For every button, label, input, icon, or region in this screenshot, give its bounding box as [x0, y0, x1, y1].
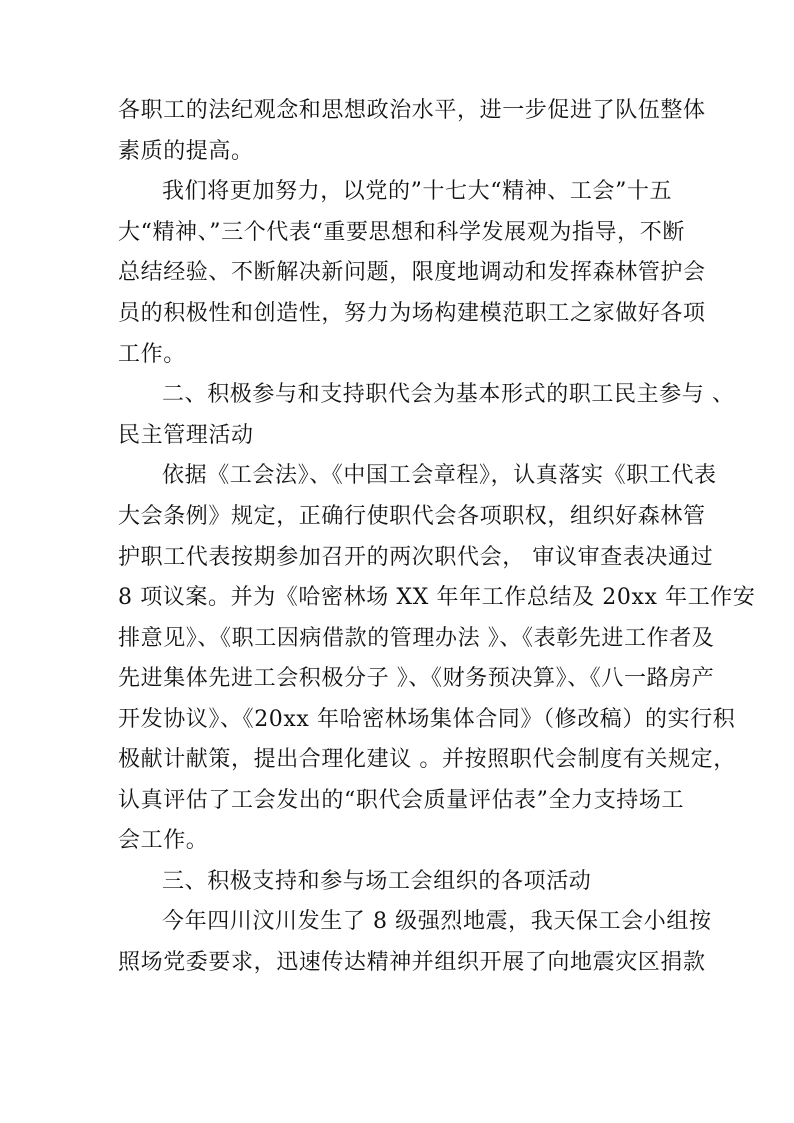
- text-line: 大“精神、”三个代表“重要思想和科学发展观为指导，不断: [118, 220, 685, 245]
- text-line: 员的积极性和创造性，努力为场构建模范职工之家做好各项: [118, 301, 706, 326]
- text-line: 排意见》、《职工因病借款的管理办法 》、《表彰先进工作者及: [118, 626, 715, 651]
- section-heading: 民主管理活动: [118, 423, 254, 448]
- text-line: 大会条例》规定，正确行使职代会各项职权，组织好森林管: [118, 504, 706, 529]
- section-heading: 二、积极参与和支持职代会为基本形式的职工民主参与 、: [162, 382, 735, 407]
- text-line: 会工作。: [118, 828, 209, 853]
- text-line: 我们将更加努力，以党的”十七大“精神、工会”十五: [162, 179, 673, 204]
- text-line: 各职工的法纪观念和思想政治水平，进一步促进了队伍整体: [118, 98, 706, 123]
- text-line: 依据《工会法》、《中国工会章程》，认真落实《职工代表: [162, 463, 717, 488]
- text-line: 8 项议案。并为《哈密林场 XX 年年工作总结及 20xx 年工作安: [118, 585, 756, 610]
- text-line: 今年四川汶川发生了 8 级强烈地震，我天保工会小组按: [162, 909, 712, 934]
- section-heading: 三、积极支持和参与场工会组织的各项活动: [162, 869, 592, 894]
- text-line: 素质的提高。: [118, 139, 254, 164]
- text-line: 极献计献策，提出合理化建议 。并按照职代会制度有关规定，: [118, 747, 736, 772]
- text-line: 认真评估了工会发出的“职代会质量评估表”全力支持场工: [118, 788, 685, 813]
- text-line: 护职工代表按期参加召开的两次职代会， 审议审查表决通过: [118, 545, 714, 570]
- text-line: 开发协议》、《20xx 年哈密林场集体合同》（修改稿）的实行积: [118, 707, 736, 732]
- text-line: 照场党委要求，迅速传达精神并组织开展了向地震灾区捐款: [118, 950, 706, 975]
- text-line: 总结经验、不断解决新问题，限度地调动和发挥森林管护会: [118, 260, 706, 285]
- text-line: 先进集体先进工会积极分子 》、《财务预决算》、《八一路房产: [118, 666, 715, 691]
- text-line: 工作。: [118, 342, 186, 367]
